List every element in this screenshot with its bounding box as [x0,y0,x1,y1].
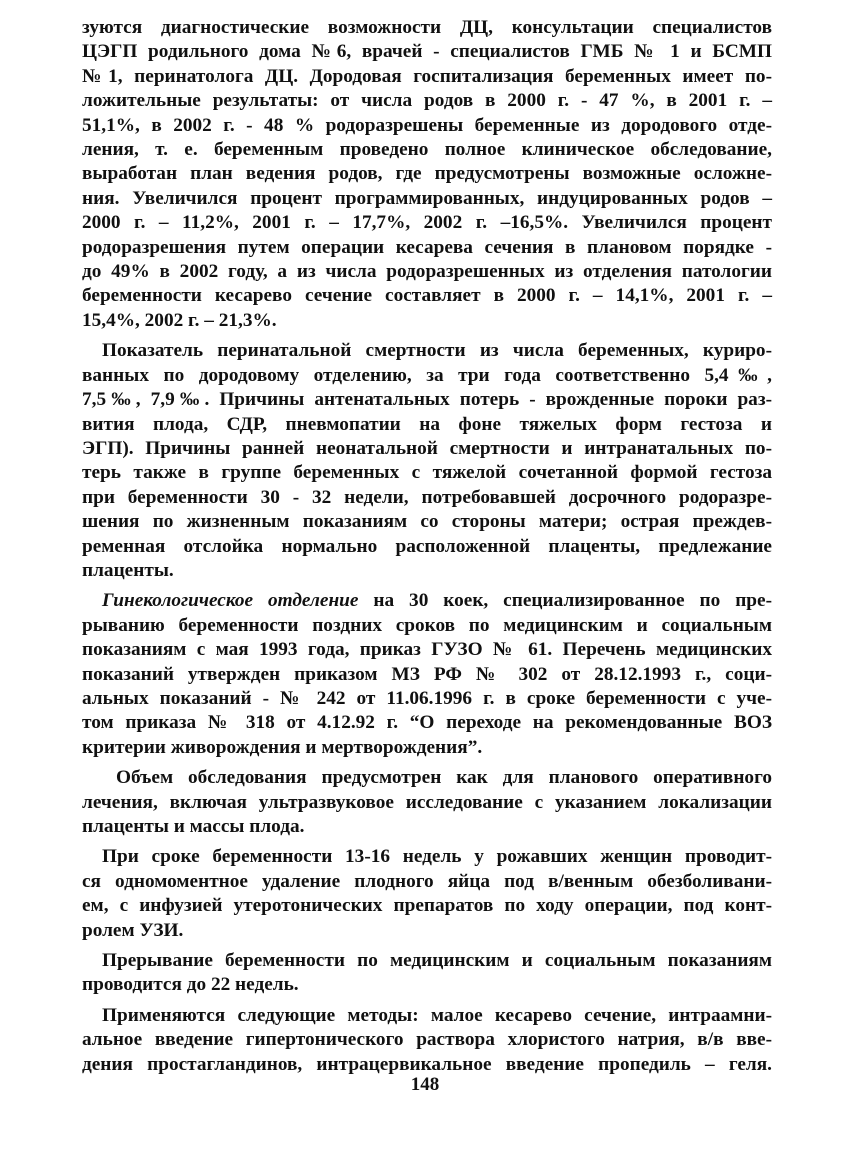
text-line: дения простагландинов, интрацервикальное введение пропедиль – геля. [82,1053,772,1075]
text-line: ЭГП). Причины ранней неонатальной смертности и интранатальных по- [82,437,772,459]
text-line: родоразрешения путем операции кесарева сечения в плановом порядке - [82,236,772,258]
text-line: ложительные результаты: от числа родов в 2000 г. - 47 %, в 2001 г. – [82,90,772,112]
text-line: критерии живорождения и мертворождения”. [82,736,483,758]
text-line: показаниям с мая 1993 года, приказ ГУЗО № 61. Перечень медицинских [82,639,772,661]
text-line: При сроке беременности 13-16 недель у рожавших женщин проводит- [102,846,772,868]
paragraph-methods [82,1004,772,1077]
paragraph-gynecology-department [82,589,772,760]
text-line: выработан план ведения родов, где предусмотрены возможные осложне- [82,163,772,185]
text-line: проводится до 22 недель. [82,974,299,996]
text-line: плаценты и массы плода. [82,816,305,837]
text-line: №1, перинатолога ДЦ. Дородовая госпитализация беременных имеет по- [82,65,772,87]
text-line: рыванию беременности поздних сроков по медицинским и социальным [82,614,772,636]
text-line: ЦЭГП родильного дома №6, врачей - специалистов ГМБ № 1 и БСМП [82,41,772,63]
text-line: 51,1%, в 2002 г. - 48 % родоразрешены беременные из дородового отде- [82,114,772,136]
paragraph-termination-limit [82,949,772,998]
text-line: Применяются следующие методы: малое кесарево сечение, интраамни- [102,1004,772,1026]
text-line: том приказа № 318 от 4.12.92 г. “О переходе на рекомендованные ВОЗ [82,712,772,734]
text-line: ем, с инфузией утеротонических препаратов по ходу операции, под конт- [82,895,772,917]
paragraph-delivery-statistics [82,16,772,333]
text-line: ния. Увеличился процент программированных, индуцированных родов – [82,187,772,209]
paragraph-perinatal-mortality [82,339,772,583]
text-line: ления, т. е. беременным проведено полное клиническое обследование, [82,139,772,161]
page-number: 148 [410,1074,440,1095]
text-line: альное введение гипертонического раствора хлористого натрия, в/в вве- [82,1029,772,1051]
text-line: 7,5‰, 7,9‰. Причины антенатальных потерь - врожденные пороки раз- [82,389,772,411]
text-line: шения по жизненным показаниям со стороны матери; острая преждев- [82,511,772,533]
text-line: ролем УЗИ. [82,919,184,941]
text-line: Прерывание беременности по медицинским и социальным показаниям [102,950,772,972]
text-line: терь также в группе беременных с тяжелой сочетанной формой гестоза [82,462,772,484]
paragraph-early-term-procedure [82,845,772,943]
text-line: показаний утвержден приказом МЗ РФ № 302 от 28.12.1993 г., соци- [82,663,772,685]
text-line: Объем обследования предусмотрен как для планового оперативного [116,767,772,789]
paragraph-examination-scope [82,766,772,839]
text-line: ся одномоментное удаление плодного яйца под в/венным обезболивани- [82,870,772,892]
text-line: плаценты. [82,559,174,581]
text-line: 15,4%, 2002 г. – 21,3%. [82,309,277,331]
text-line: при беременности 30 - 32 недели, потребовавшей досрочного родоразре- [82,486,772,508]
text-line: лечения, включая ультразвуковое исследование с указанием локализации [82,791,772,813]
text-line: 2000 г. – 11,2%, 2001 г. – 17,7%, 2002 г. –16,5%. Увеличился процент [82,212,772,234]
document-body [82,16,772,1077]
text-line: ванных по дородовому отделению, за три года соответственно 5,4‰, [82,364,772,386]
text-line: беременности кесарево сечение составляет в 2000 г. – 14,1%, 2001 г. – [82,285,772,307]
text-fragment: на 30 коек, специализированное по пре- [358,590,772,612]
text-line: вития плода, СДР, пневмопатии на фоне тяжелых форм гестоза и [82,413,772,435]
text-line: до 49% в 2002 году, а из числа родоразрешенных из отделения патологии [82,261,772,283]
text-line: альных показаний - № 242 от 11.06.1996 г. в сроке беременности с уче- [82,687,772,709]
text-line: ременная отслойка нормально расположенной плаценты, предлежание [82,535,772,557]
text-line [82,589,772,613]
section-heading-gynecology: Гинекологическое отделение [102,590,359,612]
text-line: зуются диагностические возможности ДЦ, консультации специалистов [82,17,772,38]
text-line: Показатель перинатальной смертности из числа беременных, куриро- [102,340,772,362]
